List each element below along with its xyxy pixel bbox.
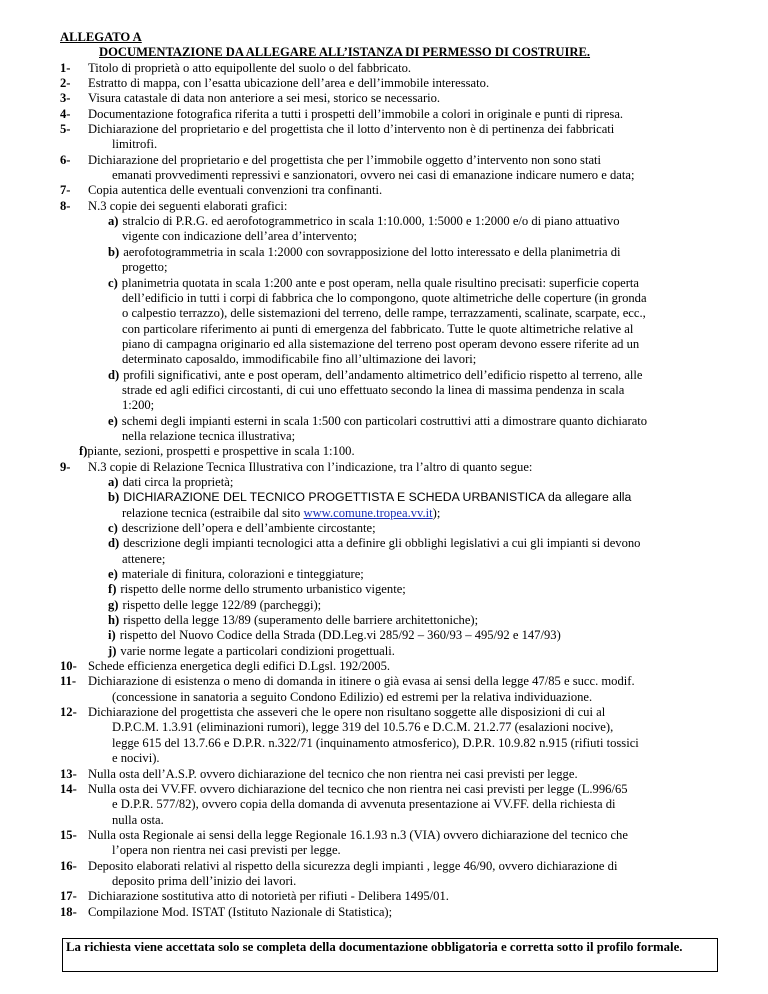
sub-item-continuation: nella relazione tecnica illustrativa; — [122, 428, 296, 443]
sub-item-continuation: determinato caposaldo, immodificabile fino all’ultimazione dei lavori; — [122, 352, 477, 367]
acceptance-notice-box: La richiesta viene accettata solo se completa della documentazione obbligatoria e corretta sotto il profilo formale. — [62, 938, 718, 972]
list-item-continuation: e D.P.R. 577/82), ovvero copia della domanda di avvenuta presentazione ai VV.FF. della richiesta di — [112, 797, 616, 812]
list-item: 8- N.3 copie dei seguenti elaborati grafici: — [60, 198, 288, 213]
list-item-continuation: emanati provvedimenti repressivi e sanzionatori, ovvero nei casi di emanazione indicare numero e data; — [112, 168, 635, 183]
list-item-continuation: (concessione in sanatoria a seguito Condono Edilizio) ed estremi per la relativa individuazione. — [112, 689, 593, 704]
sub-item: b) DICHIARAZIONE DEL TECNICO PROGETTISTA E SCHEDA URBANISTICA da allegare alla — [108, 490, 632, 505]
list-item: 1- Titolo di proprietà o atto equipollente del suolo o del fabbricato. — [60, 60, 412, 75]
list-item-continuation: nulla osta. — [112, 812, 164, 827]
list-item: 5- Dichiarazione del proprietario e del progettista che il lotto d’intervento non è di pertinenza dei fabbricati — [60, 122, 615, 137]
sub-item-continuation: progetto; — [122, 260, 168, 275]
allegato-label: ALLEGATO A — [60, 30, 142, 44]
sub-item-continuation: piano di campagna originario ed alla sistemazione del terreno post operam devono essere riferite ad un — [122, 336, 640, 351]
list-item: 15- Nulla osta Regionale ai sensi della legge Regionale 16.1.93 n.3 (VIA) ovvero dichiarazione del tecnico che — [60, 827, 628, 842]
sub-item: c) descrizione dell’opera e dell’ambiente circostante; — [108, 521, 376, 535]
sub-item: e) materiale di finitura, colorazioni e tinteggiature; — [108, 567, 364, 582]
sub-item-continuation: dell’edificio in tutti i corpi di fabbrica che lo compongono, quote altimetriche delle coperture (in gronda — [122, 290, 647, 305]
sub-item: j) varie norme legate a particolari condizioni progettuali. — [108, 643, 395, 658]
sub-item-continuation: vigente con indicazione dell’area d’intervento; — [122, 229, 357, 244]
sub-item: a) stralcio di P.R.G. ed aerofotogrammetrico in scala 1:10.000, 1:5000 e 1:2000 e/o di piano attuativo — [108, 214, 620, 229]
sub-item: b) aerofotogrammetria in scala 1:2000 con sovrapposizione del lotto interessato e della planimetria di — [108, 244, 621, 259]
sub-item-continuation: o calpestio terrazzo), delle sistemazioni del terreno, delle rampe, terrazzamenti, scalinate, scarpate, ecc., — [122, 306, 646, 321]
sub-item: a) dati circa la proprietà; — [108, 474, 234, 489]
sub-item-continuation: 1:200; — [122, 398, 155, 413]
document-body — [60, 30, 717, 920]
sub-item: d) descrizione degli impianti tecnologici atta a definire gli obblighi legislativi a cui gli impianti si devono — [108, 536, 641, 551]
sub-item: f)piante, sezioni, prospetti e prospettive in scala 1:100. — [79, 444, 355, 459]
sub-item-continuation: attenere; — [122, 551, 166, 566]
list-item: 9- N.3 copie di Relazione Tecnica Illustrativa con l’indicazione, tra l’altro di quanto segue: — [60, 459, 533, 474]
list-item: 2- Estratto di mappa, con l’esatta ubicazione dell’area e dell’immobile interessato. — [60, 76, 490, 91]
list-item: 12- Dichiarazione del progettista che asseveri che le opere non risultano soggette alle disposizioni di cui al — [60, 705, 606, 720]
list-item: 11- Dichiarazione di esistenza o meno di domanda in itinere o già evasa ai sensi della legge 47/85 e succ. modif. — [60, 674, 635, 689]
comune-website-link[interactable]: www.comune.tropea.vv.it — [303, 505, 433, 520]
list-item: 13- Nulla osta dell’A.S.P. ovvero dichiarazione del tecnico che non rientra nei casi previsti per legge. — [60, 766, 578, 781]
list-item-continuation: e nocivi). — [112, 751, 160, 766]
sub-item: f) rispetto delle norme dello strumento urbanistico vigente; — [108, 582, 406, 597]
list-item-continuation: limitrofi. — [112, 137, 158, 152]
list-item-continuation: l’opera non rientra nei casi previsti per legge. — [112, 843, 341, 858]
list-item: 16- Deposito elaborati relativi al rispetto della sicurezza degli impianti , legge 46/90, ovvero dichiarazione di — [60, 858, 618, 873]
list-item: 10- Schede efficienza energetica degli edifici D.Lgsl. 192/2005. — [60, 659, 391, 674]
sub-item: i) rispetto del Nuovo Codice della Strada (DD.Leg.vi 285/92 – 360/93 – 495/92 e 147/93) — [108, 628, 561, 643]
list-item: 3- Visura catastale di data non anteriore a sei mesi, storico se necessario. — [60, 91, 441, 106]
list-item: 4- Documentazione fotografica riferita a tutti i prospetti dell’immobile a colori in originale e punti di ripresa. — [60, 106, 624, 121]
sub-item: c) planimetria quotata in scala 1:200 ante e post operam, nella quale risultino precisati: superficie coperta — [108, 275, 640, 290]
sub-item: g) rispetto delle legge 122/89 (parcheggi); — [108, 597, 322, 612]
sub-item-continuation: strade ed agli edifici circostanti, di cui uno effettuato secondo la linea di massima pendenza in scala — [122, 382, 625, 397]
list-item: 18- Compilazione Mod. ISTAT (Istituto Nazionale di Statistica); — [60, 904, 393, 919]
list-item-continuation: legge 615 del 13.7.66 e D.P.R. n.322/71 (inquinamento atmosferico), D.P.R. 10.9.82 n.915 (rifiuti tossici — [112, 735, 639, 750]
list-item: 6- Dichiarazione del proprietario e del progettista che per l’immobile oggetto d’intervento non sono stati — [60, 152, 602, 167]
list-item: 7- Copia autentica delle eventuali convenzioni tra confinanti. — [60, 183, 383, 198]
list-item-continuation: D.P.C.M. 1.3.91 (eliminazioni rumori), legge 319 del 10.5.76 e D.C.M. 21.2.77 (esalazioni nocive), — [112, 720, 614, 735]
sub-item-continuation: relazione tecnica (estraibile dal sito www.comune.tropea.vv.it); — [122, 505, 441, 520]
document-title: DOCUMENTAZIONE DA ALLEGARE ALL’ISTANZA DI PERMESSO DI COSTRUIRE. — [99, 45, 591, 60]
sub-item: d) profili significativi, ante e post operam, dell’andamento altimetrico dell’edificio rispetto al terreno, alle — [108, 367, 643, 382]
sub-item: e) schemi degli impianti esterni in scala 1:500 con particolari costruttivi atti a dimostrare quanto dichiarato — [108, 413, 648, 428]
list-item: 17- Dichiarazione sostitutiva atto di notorietà per rifiuti - Delibera 1495/01. — [60, 889, 449, 904]
sub-item: h) rispetto della legge 13/89 (superamento delle barriere architettoniche); — [108, 613, 479, 628]
sub-item-continuation: con particolare riferimento ai punti di emergenza del fabbricato. Tutte le quote altimetriche relative al — [122, 321, 634, 336]
list-item: 14- Nulla osta dei VV.FF. ovvero dichiarazione del tecnico che non rientra nei casi previsti per legge (L.996/65 — [60, 781, 628, 796]
list-item-continuation: deposito prima dell’inizio dei lavori. — [112, 873, 297, 888]
